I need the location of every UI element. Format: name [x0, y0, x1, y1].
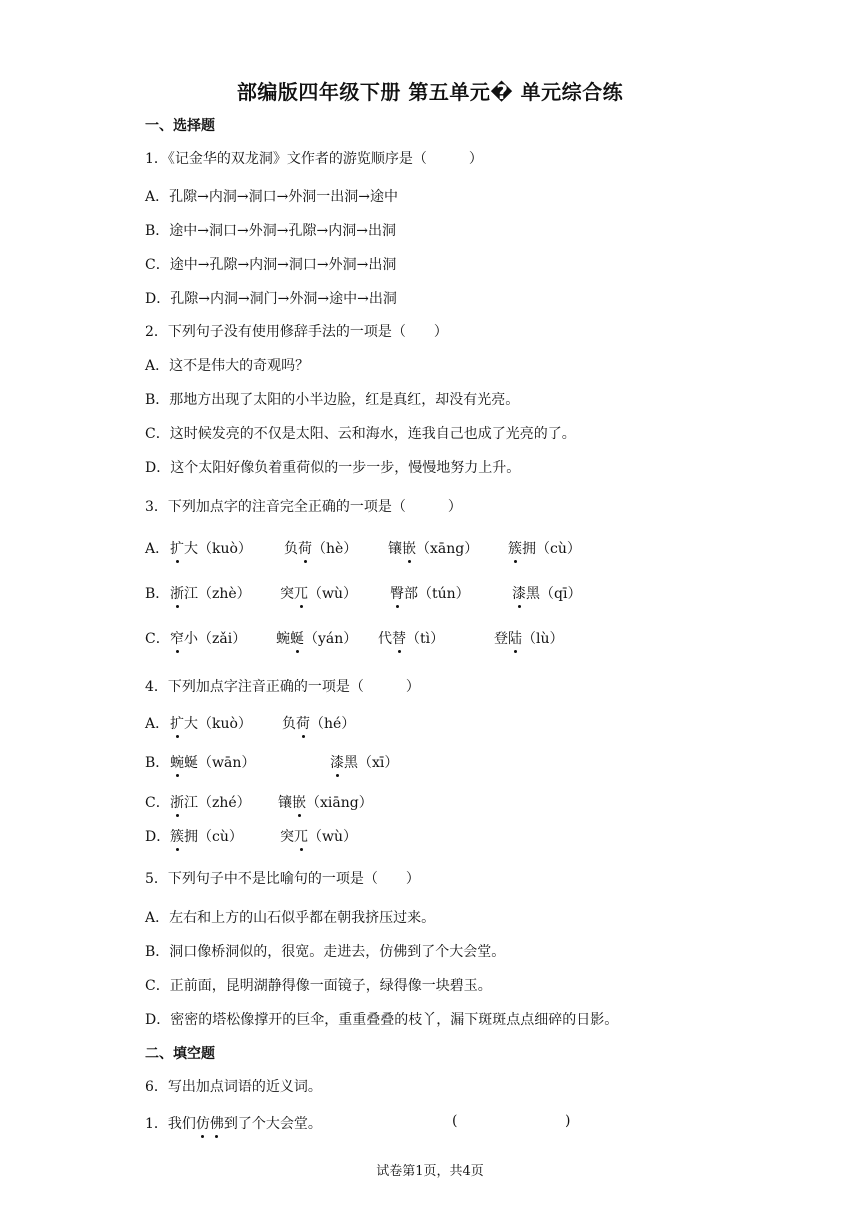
- q5-option-b: B．洞口像桥洞似的，很宽。走进去，仿佛到了个大会堂。: [145, 944, 506, 960]
- dotted-char: 蜿: [170, 752, 184, 772]
- pinyin-item: 浙江（zhè）: [170, 583, 251, 603]
- dotted-char: 簇: [508, 538, 522, 558]
- pinyin-item: 镶嵌（xāng）: [388, 538, 478, 558]
- q1-option-a: A．孔隙→内洞→洞口→外洞一出洞→途中: [145, 189, 399, 205]
- option-label: B．: [145, 586, 170, 602]
- page-footer: 试卷第1页，共4页: [376, 1164, 484, 1179]
- dotted-char: 兀: [294, 826, 308, 846]
- dotted-char: 陆: [508, 628, 522, 648]
- dotted-char: 荷: [298, 538, 312, 558]
- q2-option-b: B．那地方出现了太阳的小半边脸，红是真红，却没有光亮。: [145, 392, 520, 408]
- dotted-char: 窄: [170, 628, 184, 648]
- dotted-char: 嵌: [292, 792, 306, 812]
- dotted-char: 蜒: [290, 628, 304, 648]
- option-label: C．: [145, 795, 170, 811]
- dotted-char: 漆: [330, 752, 344, 772]
- pinyin-item: 负荷（hè）: [284, 538, 357, 558]
- question-3: 3．下列加点字的注音完全正确的一项是（ ）: [145, 499, 462, 515]
- pinyin-item: 代替（tì）: [378, 628, 444, 648]
- question-5: 5．下列句子中不是比喻句的一项是（ ）: [145, 871, 420, 887]
- q2-option-d: D．这个太阳好像负着重荷似的一步一步，慢慢地努力上升。: [145, 460, 521, 476]
- dotted-char: 佛: [210, 1113, 224, 1133]
- pinyin-item: 臀部（tún）: [390, 583, 470, 603]
- dotted-char: 兀: [294, 583, 308, 603]
- pinyin-item: 蜿蜒（wān）: [170, 752, 255, 772]
- option-label: B．: [145, 755, 170, 771]
- pinyin-item: 扩大（kuò）: [170, 713, 252, 733]
- pinyin-item: 扩大（kuò）: [170, 538, 252, 558]
- dotted-char: 漆: [512, 583, 526, 603]
- question-6: 6．写出加点词语的近义词。: [145, 1079, 322, 1095]
- dotted-char: 臀: [390, 583, 404, 603]
- q1-option-b: B．途中→洞口→外洞→孔隙→内洞→出洞: [145, 223, 396, 239]
- pinyin-item: 浙江（zhé）: [170, 792, 251, 812]
- dotted-char: 替: [392, 628, 406, 648]
- dotted-char: 浙: [170, 583, 184, 603]
- pinyin-item: 突兀（wù）: [280, 826, 357, 846]
- answer-paren-close: ): [565, 1113, 571, 1129]
- q2-option-a: A．这不是伟大的奇观吗？: [145, 358, 310, 374]
- pinyin-item: 簇拥（cù）: [170, 826, 243, 846]
- pinyin-item: 镶嵌（xiāng）: [278, 792, 373, 812]
- dotted-char: 扩: [170, 713, 184, 733]
- pinyin-item: 窄小（zǎi）: [170, 628, 246, 648]
- dotted-char: 浙: [170, 792, 184, 812]
- pinyin-item: 漆黑（xī）: [330, 752, 398, 772]
- section-heading-choice: 一、选择题: [145, 118, 215, 134]
- dotted-char: 扩: [170, 538, 184, 558]
- q1-option-c: C．途中→孔隙→内洞→洞口→外洞→出洞: [145, 257, 397, 273]
- q5-option-a: A．左右和上方的山石似乎都在朝我挤压过来。: [145, 910, 436, 926]
- pinyin-item: 登陆（lù）: [494, 628, 564, 648]
- option-label: A．: [145, 716, 170, 732]
- answer-paren-open: (: [452, 1113, 458, 1129]
- q2-option-c: C．这时候发亮的不仅是太阳、云和海水，连我自己也成了光亮的了。: [145, 426, 576, 442]
- pinyin-item: 蜿蜒（yán）: [276, 628, 357, 648]
- q5-option-c: C．正前面，昆明湖静得像一面镜子，绿得像一块碧玉。: [145, 978, 492, 994]
- section-heading-fill: 二、填空题: [145, 1046, 215, 1062]
- dotted-char: 簇: [170, 826, 184, 846]
- q5-option-d: D．密密的塔松像撑开的巨伞，重重叠叠的枝丫，漏下斑斑点点细碎的日影。: [145, 1012, 619, 1028]
- question-1: 1．《记金华的双龙洞》文作者的游览顺序是（ ）: [145, 151, 483, 167]
- option-label: C．: [145, 631, 170, 647]
- pinyin-item: 负荷（hé）: [282, 713, 355, 733]
- option-label: A．: [145, 541, 170, 557]
- page-title: 部编版四年级下册 第五单元� 单元综合练: [236, 80, 624, 104]
- dotted-char: 仿: [196, 1113, 210, 1133]
- pinyin-item: 簇拥（cù）: [508, 538, 581, 558]
- pinyin-item: 突兀（wù）: [280, 583, 357, 603]
- question-2: 2．下列句子没有使用修辞手法的一项是（ ）: [145, 324, 448, 340]
- q1-option-d: D．孔隙→内洞→洞门→外洞→途中→出洞: [145, 291, 397, 307]
- dotted-char: 荷: [296, 713, 310, 733]
- question-4: 4．下列加点字注音正确的一项是（ ）: [145, 679, 420, 695]
- q6-item-text: 1．我们仿佛到了个大会堂。: [145, 1113, 322, 1133]
- dotted-char: 嵌: [402, 538, 416, 558]
- pinyin-item: 漆黑（qī）: [512, 583, 581, 603]
- option-label: D．: [145, 829, 171, 845]
